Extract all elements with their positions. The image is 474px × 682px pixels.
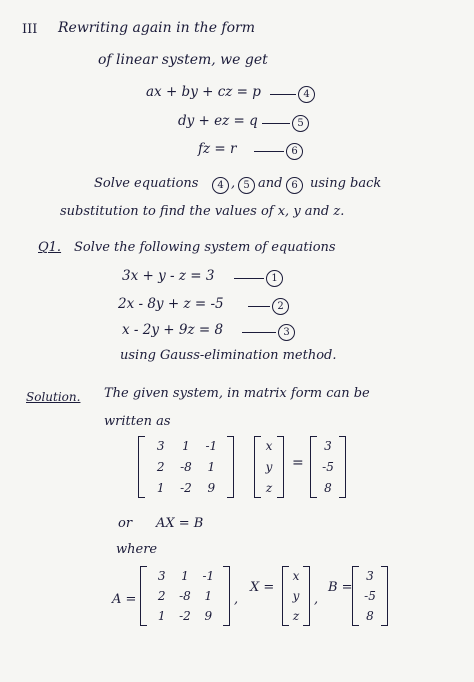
q1-method: using Gauss-elimination method. [120, 348, 337, 363]
q1-eq-number-3: 3 [278, 324, 295, 341]
equals-sign: = [292, 455, 304, 471]
intro-line-1: Rewriting again in the form [58, 20, 256, 36]
solution-line-2: written as [104, 414, 171, 429]
solve-line-2: substitution to find the values of x, y and z. [60, 204, 345, 219]
matrix-A-def: 3 1 -1 2 -8 1 1 -2 9 [140, 566, 230, 626]
equation-6: fz = r [198, 141, 237, 157]
q1-eq-number-2: 2 [272, 298, 289, 315]
matrix-X: x y z [254, 436, 284, 498]
equation-4: ax + by + cz = p [146, 84, 261, 100]
or-text: or [118, 516, 133, 531]
matrix-B-def: 3 -5 8 [352, 566, 388, 626]
X-label: X = [250, 580, 275, 595]
ax-b: AX = B [156, 516, 204, 531]
equation-5: dy + ez = q [178, 113, 258, 129]
q1-eq-number-1: 1 [266, 270, 283, 287]
q1-text: Solve the following system of equations [74, 240, 336, 255]
solution-line-1: The given system, in matrix form can be [104, 386, 370, 401]
intro-line-2: of linear system, we get [98, 52, 268, 68]
q1-equation-1: 3x + y - z = 3 [122, 268, 215, 284]
solve-and: and [258, 176, 283, 191]
B-label: B = [328, 580, 353, 595]
solve-using: using back [310, 176, 382, 191]
A-label: A = [112, 592, 137, 607]
matrix-A: 3 1 -1 2 -8 1 1 -2 9 [138, 436, 234, 498]
q1-equation-2: 2x - 8y + z = -5 [118, 296, 224, 312]
solve-ref-5: 5 [238, 177, 255, 194]
solution-label: Solution. [26, 390, 81, 404]
matrix-B: 3 -5 8 [310, 436, 346, 498]
eq-number-4: 4 [298, 86, 315, 103]
roman-numeral: III [22, 22, 38, 37]
notebook-page: III Rewriting again in the form of linear system, we get ax + by + cz = p 4 dy + ez = q 5 fz = r 6 Solve equations 4 , 5 and 6 using back substitution to find the values of x, y and z. Q1. Solve the following system of equations 3x + y - z = 3 1 2x - 8y + z = -5 2 x - 2y + 9z = 8 3 using Gauss-elimination method. Solution. The given system, in matrix form can be written as 3 1 -1 2 -8 1 1 -2 9 x y z = 3 -5 8 or AX = B where A = 3 1 -1 2 -8 1 1 -2 9 , X = x y z , B = 3 -5 8 [0, 0, 474, 682]
matrix-X-def: x y z [282, 566, 310, 626]
q1-equation-3: x - 2y + 9z = 8 [122, 322, 224, 338]
eq-number-6: 6 [286, 143, 303, 160]
solve-ref-4: 4 [212, 177, 229, 194]
eq-number-5: 5 [292, 115, 309, 132]
where-text: where [116, 542, 158, 557]
q1-label: Q1. [38, 240, 62, 255]
solve-ref-6: 6 [286, 177, 303, 194]
solve-text: Solve equations [94, 176, 199, 191]
